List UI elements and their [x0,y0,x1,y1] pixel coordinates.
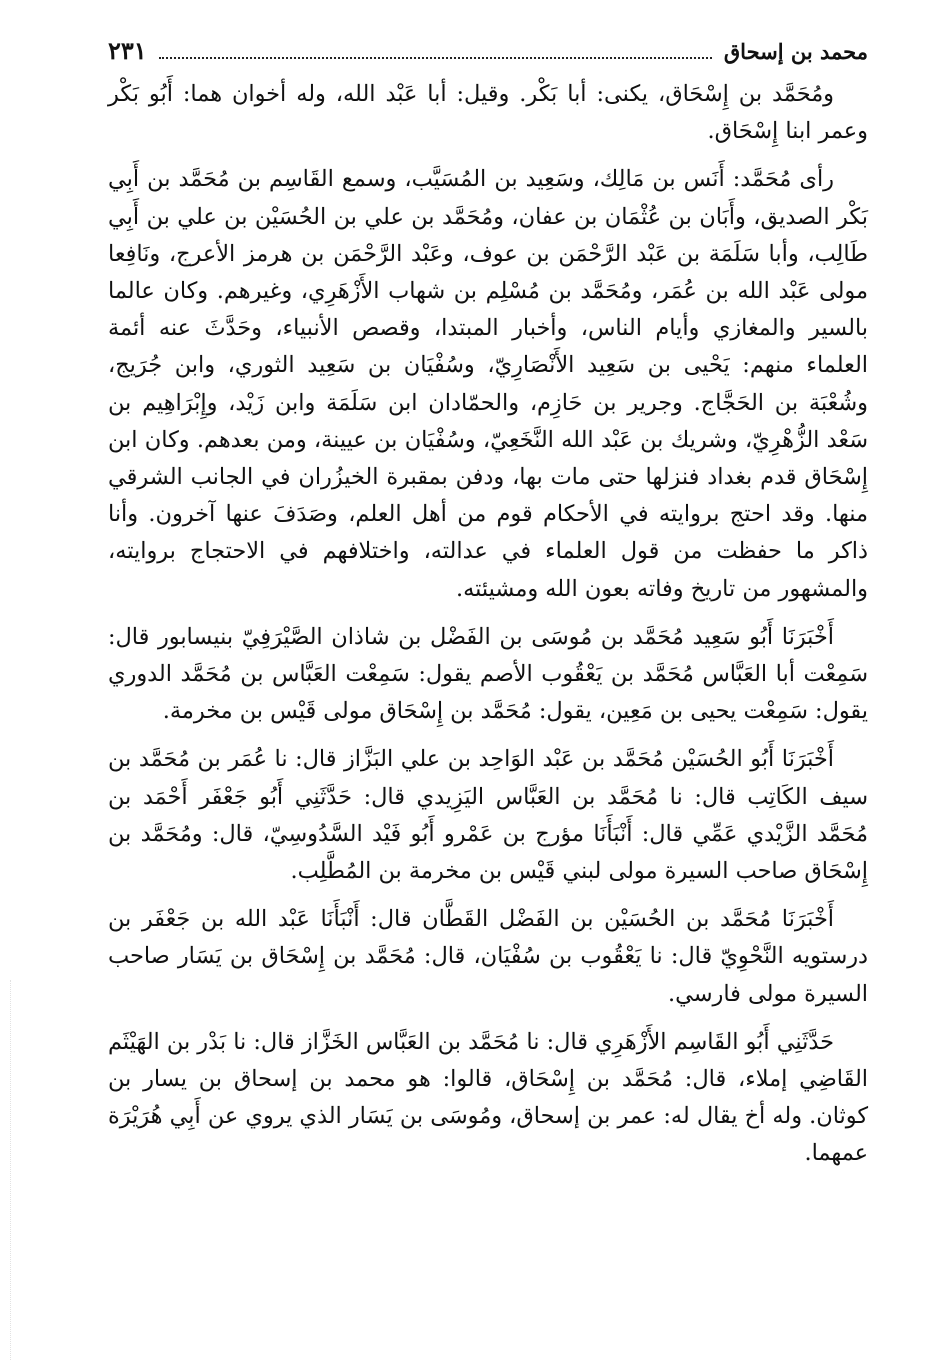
running-header [108,28,868,66]
page-number: ٢٣١ [108,36,147,65]
paragraph-6: حَدَّثَنِي أَبُو القَاسِم الأَزْهَرِي قال: نا مُحَمَّد بن العَبَّاس الخَزَّاز قال: نا بَدْر بن الهَيْثَم القَاضِي إملاء، قال: مُحَمَّد بن إِسْحَاق، قالوا: هو محمد بن إسحاق بن يسار بن كوثان. وله أخ يقال له: عمر بن إسحاق، ومُوسَى بن يَسَار الذي يروي عن أَبِي هُرَيْرَة عمهما. [108,1028,868,1167]
paragraph-5: أَخْبَرَنَا مُحَمَّد بن الحُسَيْن بن الفَضْل القَطَّان قال: أَنْبَأَنَا عَبْد الله بن جَعْفَر بن درستويه النَّحْوِيّ قال: نا يَعْقُوب بن سُفْيَان، قال: مُحَمَّد بن إِسْحَاق بن يَسَار صاحب السيرة مولى فارسي. [108,906,868,1007]
book-page [108,28,868,1184]
scan-margin-marks [10,980,17,1360]
paragraph-1: ومُحَمَّد بن إِسْحَاق، يكنى: أبا بَكْر. وقيل: أبا عَبْد الله، وله أخوان هما: أَبُو بَكْر وعمر ابنا إِسْحَاق. [108,81,868,145]
paragraph-2: رأى مُحَمَّد: أَنَس بن مَالِك، وسَعِيد بن المُسَيَّب، وسمع القَاسِم بن مُحَمَّد بن أَبِي بَكْر الصديق، وأَبَان بن عُثْمَان بن عفان، ومُحَمَّد بن علي بن الحُسَيْن بن علي بن أَبِي طَالِب، وأبا سَلَمَة بن عَبْد الرَّحْمَن بن عوف، وعَبْد الرَّحْمَن بن هرمز الأعرج، ونَافِعا مولى عَبْد الله بن عُمَر، ومُحَمَّد بن مُسْلِم بن شهاب الأَزْهَرِي، وغيرهم. وكان عالما بالسير والمغازي وأيام الناس، وأخبار المبتدا، وقصص الأنبياء، وحَدَّثَ عنه أئمة العلماء منهم: يَحْيى بن سَعِيد الأَنْصَارِيّ، وسُفْيَان بن سَعِيد الثوري، وابن جُرَيج، وشُعْبَة بن الحَجَّاج. وجرير بن حَازِم، والحمّادان ابن سَلَمَة وابن زَيْد، وإِبْرَاهِيم بن سَعْد الزُّهْرِيّ، وشريك بن عَبْد الله النَّخَعِيّ، وسُفْيَان بن عيينة، ومن بعدهم. وكان ابن إِسْحَاق قدم بغداد فنزلها حتى مات بها، ودفن بمقبرة الخيزُران في الجانب الشرقي منها. وقد احتج بروايته في الأحكام قوم من أهل العلم، وصَدَفَ عنها آخرون. وأنا ذاكر ما حفظت من قول العلماء في عدالته، واختلافهم في الاحتجاج بروايته، والمشهور من تاريخ وفاته بعون الله ومشيئته. [108,166,869,602]
paragraph-3: أَخْبَرَنَا أَبُو سَعِيد مُحَمَّد بن مُوسَى بن الفَضْل بن شاذان الصَّيْرَفِيّ بنيسابور قال: سَمِعْت أبا العَبَّاس مُحَمَّد بن يَعْقُوب الأصم يقول: سَمِعْت العَبَّاس بن مُحَمَّد الدوري يقول: سَمِعْت يحيى بن مَعِين، يقول: مُحَمَّد بن إِسْحَاق مولى قَيْس بن مخرمة. [108,623,868,725]
paragraph-4: أَخْبَرَنَا أَبُو الحُسَيْن مُحَمَّد بن عَبْد الوَاحِد بن علي البَزَّاز قال: نا عُمَر بن مُحَمَّد بن سيف الكَاتِب قال: نا مُحَمَّد بن العَبَّاس اليَزِيدي قال: حَدَّثَنِي أَبُو جَعْفَر أَحْمَد بن مُحَمَّد الزَّيْدي عَمِّي قال: أَنْبَأَنَا مؤرج بن عَمْرو أَبُو فَيْد السَّدُوسِيّ، قال: ومُحَمَّد بن إِسْحَاق صاحب السيرة مولى لبني قَيْس بن مخرمة بن المُطَّلِب. [108,746,868,885]
running-title: محمد بن إسحاق [723,39,868,64]
header-leader-dots [159,56,712,59]
